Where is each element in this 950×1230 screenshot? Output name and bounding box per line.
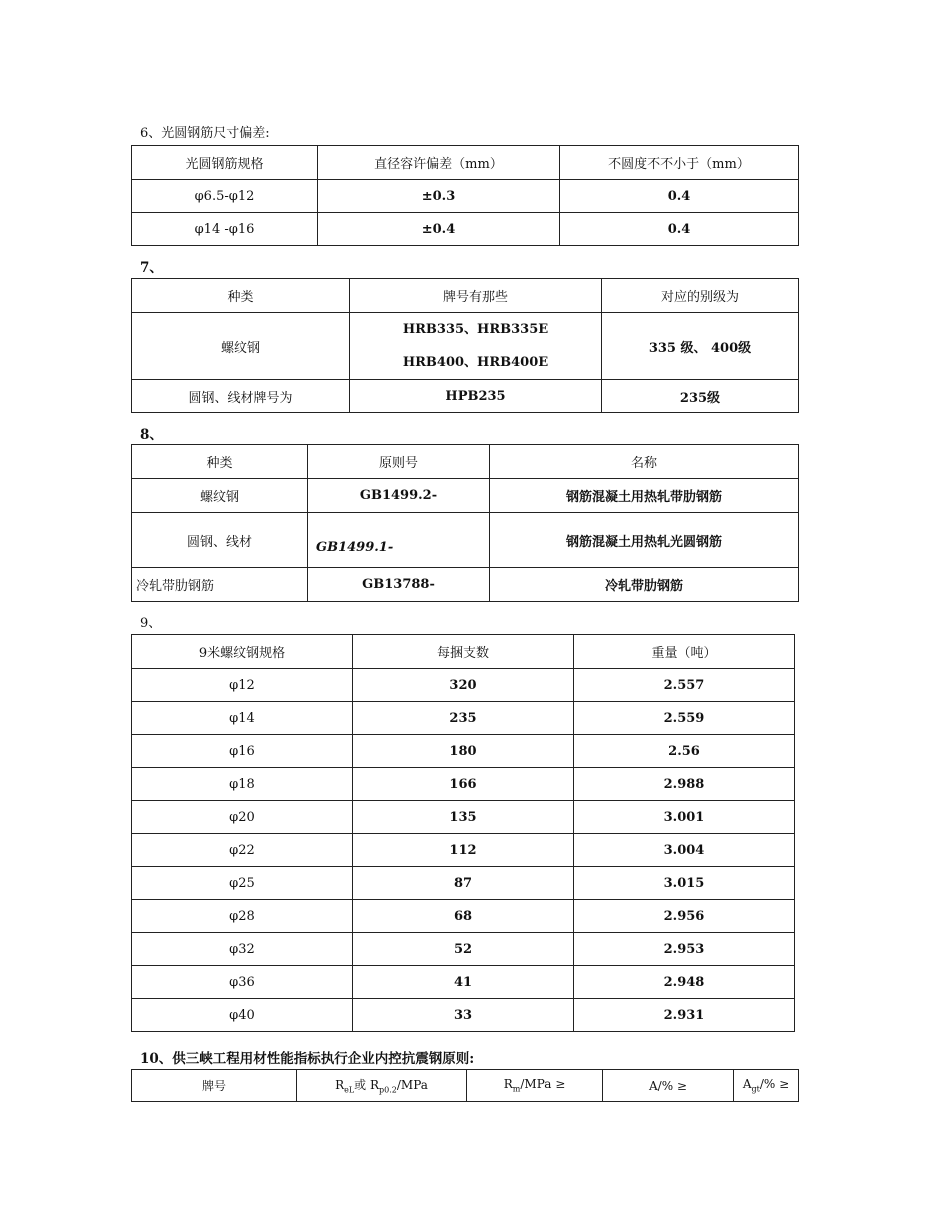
header-cell: 种类 <box>132 445 308 479</box>
table-row <box>132 568 799 602</box>
count-cell: 180 <box>353 735 574 768</box>
count-cell: 166 <box>353 768 574 801</box>
header-cell: 不圆度不不小于（mm） <box>560 146 799 180</box>
header-cell: 9米螺纹钢规格 <box>132 635 353 669</box>
table-grades <box>131 278 799 413</box>
spec-cell: φ25 <box>132 867 353 900</box>
table-header-row <box>132 445 799 479</box>
weight-cell: 2.559 <box>574 702 795 735</box>
weight-cell: 2.931 <box>574 999 795 1032</box>
table-header-row <box>132 635 795 669</box>
table-row <box>132 933 795 966</box>
count-cell: 68 <box>353 900 574 933</box>
table-row <box>132 313 799 380</box>
standard-cell: GB13788- <box>308 568 490 602</box>
weight-cell: 2.557 <box>574 669 795 702</box>
kind-cell: 螺纹钢 <box>132 479 308 513</box>
table-mechanical-properties <box>131 1069 799 1102</box>
count-cell: 41 <box>353 966 574 999</box>
grades-cell <box>350 313 602 380</box>
level-cell: 235级 <box>602 380 799 413</box>
header-cell: 名称 <box>490 445 799 479</box>
table-row <box>132 768 795 801</box>
count-cell: 135 <box>353 801 574 834</box>
table-row <box>132 669 795 702</box>
spec-cell: φ28 <box>132 900 353 933</box>
weight-cell: 2.948 <box>574 966 795 999</box>
tolerance-cell: ±0.3 <box>318 180 560 213</box>
table-row <box>132 966 795 999</box>
table-header-row <box>132 146 799 180</box>
table-row <box>132 479 799 513</box>
count-cell: 33 <box>353 999 574 1032</box>
spec-cell: φ22 <box>132 834 353 867</box>
section-8-title: 8、 <box>140 427 163 443</box>
table-row <box>132 213 799 246</box>
weight-cell: 2.953 <box>574 933 795 966</box>
section-7-title: 7、 <box>140 260 163 276</box>
table-row <box>132 867 795 900</box>
weight-cell: 3.004 <box>574 834 795 867</box>
table-header-row <box>132 1070 799 1102</box>
spec-cell: φ18 <box>132 768 353 801</box>
table-row <box>132 999 795 1032</box>
table-row <box>132 380 799 413</box>
weight-cell: 3.001 <box>574 801 795 834</box>
section-6-title: 6、光圆钢筋尺寸偏差: <box>140 126 270 141</box>
kind-cell: 圆钢、线材牌号为 <box>132 380 350 413</box>
name-cell: 钢筋混凝土用热轧带肋钢筋 <box>490 479 799 513</box>
header-cell: $R_m$/MPa ≥ <box>467 1070 603 1102</box>
roundness-cell: 0.4 <box>560 213 799 246</box>
count-cell: 235 <box>353 702 574 735</box>
weight-cell: 2.56 <box>574 735 795 768</box>
table-standards <box>131 444 799 602</box>
spec-cell: φ20 <box>132 801 353 834</box>
count-cell: 320 <box>353 669 574 702</box>
table-diameter-tolerance <box>131 145 799 246</box>
header-cell: A/% ≥ <box>603 1070 734 1102</box>
grades-cell: HPB235 <box>350 380 602 413</box>
table-row <box>132 900 795 933</box>
spec-cell: φ16 <box>132 735 353 768</box>
kind-cell: 冷轧带肋钢筋 <box>132 568 308 602</box>
header-cell: 每捆支数 <box>353 635 574 669</box>
table-bundle-weights <box>131 634 795 1032</box>
spec-cell: φ14 <box>132 702 353 735</box>
name-cell: 钢筋混凝土用热轧光圆钢筋 <box>490 513 799 568</box>
header-cell: 光圆钢筋规格 <box>132 146 318 180</box>
header-cell: $R_{eL}$或 $R_{p0.2}$/MPa <box>297 1070 467 1102</box>
header-cell: 种类 <box>132 279 350 313</box>
table-row <box>132 735 795 768</box>
level-cell: 335 级、 400级 <box>602 313 799 380</box>
section-9-title: 9、 <box>140 616 162 631</box>
table-row <box>132 801 795 834</box>
kind-cell: 螺纹钢 <box>132 313 350 380</box>
roundness-cell: 0.4 <box>560 180 799 213</box>
kind-cell: 圆钢、线材 <box>132 513 308 568</box>
spec-cell: φ36 <box>132 966 353 999</box>
header-cell: 直径容许偏差（mm） <box>318 146 560 180</box>
section-10-title: 10、供三峡工程用材性能指标执行企业内控抗震钢原则: <box>140 1051 475 1067</box>
header-cell: 原则号 <box>308 445 490 479</box>
standard-cell: GB1499.1- <box>308 513 490 568</box>
tolerance-cell: ±0.4 <box>318 213 560 246</box>
spec-cell: φ12 <box>132 669 353 702</box>
table-row <box>132 702 795 735</box>
spec-cell: φ14 -φ16 <box>132 213 318 246</box>
header-cell: 对应的别级为 <box>602 279 799 313</box>
table-row <box>132 180 799 213</box>
table-row <box>132 513 799 568</box>
grades-line: HRB400、HRB400E <box>402 355 549 370</box>
name-cell: 冷轧带肋钢筋 <box>490 568 799 602</box>
spec-cell: φ40 <box>132 999 353 1032</box>
spec-cell: φ32 <box>132 933 353 966</box>
spec-cell: φ6.5-φ12 <box>132 180 318 213</box>
grades-line: HRB335、HRB335E <box>402 322 549 337</box>
header-cell: 牌号 <box>132 1070 297 1102</box>
header-cell: 牌号有那些 <box>350 279 602 313</box>
table-header-row <box>132 279 799 313</box>
count-cell: 87 <box>353 867 574 900</box>
count-cell: 112 <box>353 834 574 867</box>
header-cell: $A_{gt}/\%$ ≥ <box>734 1070 799 1102</box>
weight-cell: 2.988 <box>574 768 795 801</box>
weight-cell: 2.956 <box>574 900 795 933</box>
count-cell: 52 <box>353 933 574 966</box>
table-row <box>132 834 795 867</box>
standard-cell: GB1499.2- <box>308 479 490 513</box>
header-cell: 重量（吨） <box>574 635 795 669</box>
weight-cell: 3.015 <box>574 867 795 900</box>
